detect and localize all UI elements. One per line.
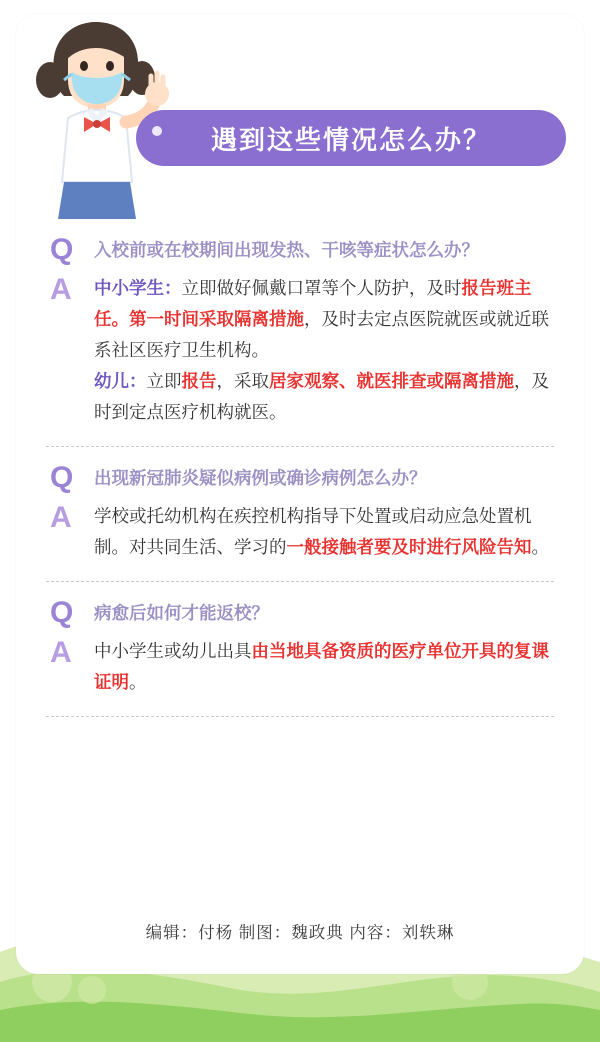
answer-text bbox=[94, 273, 550, 428]
question-text: 出现新冠肺炎疑似病例或确诊病例怎么办？ bbox=[94, 468, 427, 488]
answer-row bbox=[50, 636, 550, 698]
qa-block bbox=[16, 447, 584, 581]
answer-segment: ，及时到定点医疗机构就医。 bbox=[94, 371, 549, 422]
question-text: 病愈后如何才能返校？ bbox=[94, 603, 269, 623]
answer-segment-highlight: 居家观察、就医排查或隔离措施 bbox=[269, 371, 514, 391]
qa-list bbox=[16, 219, 584, 717]
header bbox=[16, 14, 584, 214]
answer-segment: ，采取 bbox=[216, 371, 269, 391]
answer-segment: 学校或托幼机构在疾控机构指导下处置或启动应急处置机制。对共同生活、学习的 bbox=[94, 506, 532, 557]
answer-text bbox=[94, 501, 550, 563]
divider bbox=[46, 716, 554, 717]
qa-block bbox=[16, 582, 584, 716]
answer-segment-highlight: 报告班主任。第一时间采取隔离措施 bbox=[94, 278, 532, 329]
answer-segment: 。 bbox=[531, 537, 549, 557]
title-banner bbox=[136, 110, 566, 166]
answer-segment: ，及时去定点医院就医或就近联系社区医疗卫生机构。 bbox=[94, 309, 549, 360]
question-marker: Q bbox=[50, 461, 74, 494]
question-marker: Q bbox=[50, 596, 74, 629]
answer-segment: 中小学生或幼儿出具 bbox=[94, 641, 252, 661]
answer-segment-lead: 幼儿： bbox=[94, 371, 147, 391]
qa-block bbox=[16, 219, 584, 446]
answer-segment: 立即 bbox=[146, 371, 182, 391]
banner-dot-decoration bbox=[152, 126, 162, 136]
answer-segment: 立即做好佩戴口罩等个人防护，及时 bbox=[181, 278, 462, 298]
question-row bbox=[50, 596, 550, 628]
question-row bbox=[50, 461, 550, 493]
answer-marker: A bbox=[50, 636, 72, 669]
content-card bbox=[16, 14, 584, 974]
question-marker: Q bbox=[50, 233, 74, 266]
answer-marker: A bbox=[50, 273, 72, 306]
page-title: 遇到这些情况怎么办？ bbox=[210, 124, 491, 155]
answer-segment-lead: 中小学生： bbox=[94, 278, 182, 298]
answer-row bbox=[50, 501, 550, 563]
answer-segment-highlight: 报告 bbox=[181, 371, 217, 391]
answer-marker: A bbox=[50, 501, 72, 534]
answer-row bbox=[50, 273, 550, 428]
answer-segment-highlight: 一般接触者要及时进行风险告知 bbox=[286, 537, 532, 557]
answer-segment-highlight: 由当地具备资质的医疗单位开具的复课证明 bbox=[94, 641, 549, 692]
answer-text bbox=[94, 636, 550, 698]
question-row bbox=[50, 233, 550, 265]
question-text: 入校前或在校期间出现发热、干咳等症状怎么办？ bbox=[94, 240, 479, 260]
credits-line: 编辑：付杨 制图：魏政典 内容：刘轶琳 bbox=[145, 924, 455, 942]
answer-segment: 。 bbox=[129, 672, 147, 692]
